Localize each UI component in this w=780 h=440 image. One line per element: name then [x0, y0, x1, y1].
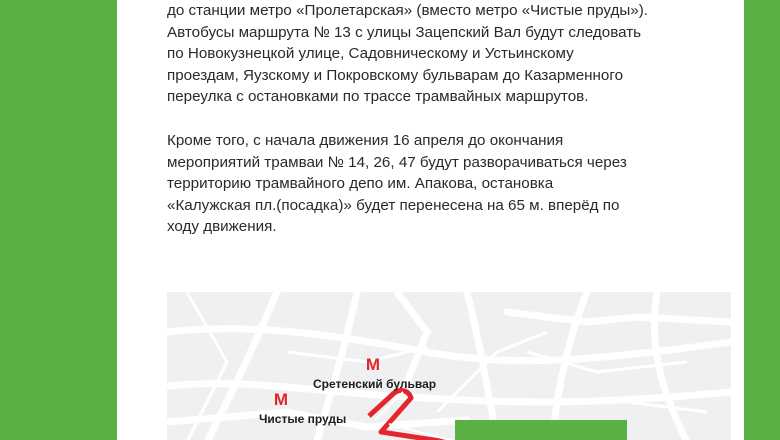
left-green-border [0, 0, 117, 440]
right-green-border [744, 0, 780, 440]
station-sretensky-label: Сретенский бульвар [313, 377, 437, 391]
notice-paragraph-1: до станции метро «Пролетарская» (вместо метро «Чистые пруды»). Автобусы маршрута № 13 с улицы Зацепский Вал будут следовать по Новокузнецкой улице, Садовническому и Устьинскому проездам, Яузскому и Покровскому бульварам до Казарменного переулка с остановками по трассе трамвайных маршрутов. [167, 2, 649, 105]
metro-icon: М [273, 390, 289, 409]
green-info-box [455, 420, 627, 440]
metro-icon: М [365, 355, 381, 374]
station-chistye-prudy-label: Чистые пруды [259, 412, 347, 426]
route-map-svg [167, 292, 731, 440]
route-map [167, 292, 731, 440]
notice-paragraph-2: Кроме того, с начала движения 16 апреля до окончания мероприятий трамваи № 14, 26, 47 будут разворачиваться через территорию трамвайного депо им. Апакова, остановка «Калужская пл.(посадка)» будет перенесена на 65 м. вперёд по ходу движения. [167, 132, 627, 235]
